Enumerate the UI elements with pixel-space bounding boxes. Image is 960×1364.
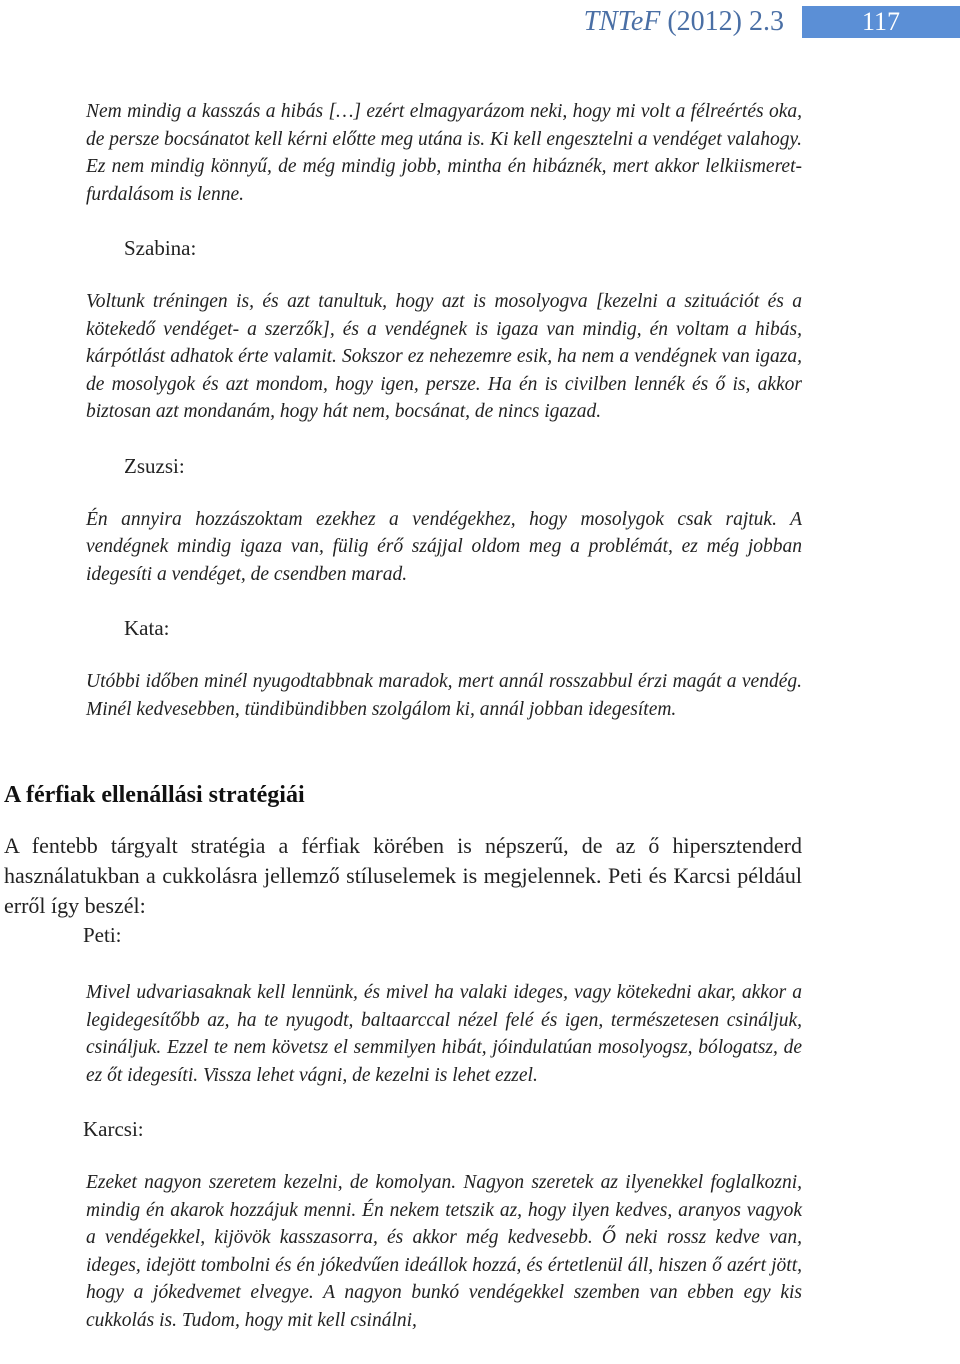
interview-quote: Nem mindig a kasszás a hibás […] ezért elmagyarázom neki, hogy mi volt a félreértés oka, de persze bocsánatot kell kérni előtte meg utána is. Ki kell engesztelni a vendéget valahogy. Ez nem mindig könnyű, de még mindig jobb, mintha én hibáznék, mert akkor lelkiismeret-furdalásom is lenne. [86, 101, 802, 205]
speaker-label-kata: Kata: [124, 616, 170, 640]
page-content [0, 98, 960, 1334]
interview-quote-peti: Mivel udvariasaknak kell lennünk, és mivel ha valaki ideges, vagy kötekedni akar, akkor a legidegesítőbb az, ha te nyugodt, baltaarccal nézel felé és igen, természetesen csináljuk, csináljuk. Ezzel te nem követsz el semmilyen hibát, jóindulatúan mosolyogsz, bólogatsz, de ez őt idegesíti. Vissza lehet vágni, de kezelni is lehet ezzel. [86, 982, 802, 1086]
speaker-label-peti: Peti: [83, 923, 122, 947]
speaker-label-karcsi: Karcsi: [83, 1117, 144, 1141]
speaker-label-szabina: Szabina: [124, 236, 197, 260]
journal-issue: (2012) 2.3 [660, 6, 784, 37]
journal-citation [584, 4, 784, 40]
interview-quote-kata: Utóbbi időben minél nyugodtabbnak maradok, mert annál rosszabbul érzi magát a vendég. Minél kedvesebben, tündibündibben szolgálom ki, annál jobban idegesítem. [86, 671, 802, 720]
interview-quote-zsuzsi: Én annyira hozzászoktam ezekhez a vendégekhez, hogy mosolygok csak rajtuk. A vendégnek mindig igaza van, fülig érő szájjal oldom meg a problémát, ez még jobban idegesíti a vendéget, de csendben marad. [86, 508, 802, 585]
journal-name: TNTeF [583, 6, 661, 37]
interview-quote-karcsi: Ezeket nagyon szeretem kezelni, de komolyan. Nagyon szeretek az ilyenekkel foglalkozni, mindig én akarok hozzájuk menni. Én nekem tetszik az, hogy ilyen kedves, aranyos vagyok a vendégekkel, kijövök kasszasorra, és akkor még kedvesebb. Ő neki rossz kedve van, ideges, idejött tombolni és én jókedvűen ideállok hozzá, és értetlenül áll, hiszen ő azért jött, hogy a jókedvemet elvegye. A nagyon bunkó vendégekkel szemben van ebben egy kis cukkolás is. Tudom, hogy mit kell csinálni, [86, 1172, 802, 1331]
speaker-label-zsuzsi: Zsuzsi: [124, 453, 185, 478]
page-number: 117 [802, 6, 960, 38]
body-paragraph: A fentebb tárgyalt stratégia a férfiak körében is népszerű, de az ő hipersztenderd használatukban a cukkolásra jellemző stíluselemek is megjelennek. Peti és Karcsi például erről így beszél: [4, 833, 802, 918]
page-header [0, 0, 960, 44]
section-heading: A férfiak ellenállási stratégiái [4, 782, 305, 808]
interview-quote-szabina: Voltunk tréningen is, és azt tanultuk, hogy azt is mosolyogva [kezelni a szituációt és a kötekedő vendéget- a szerzők], és a vendégnek is igaza van mindig, én voltam a hibás, kárpótlást adhatok érte valamit. Sokszor ez nehezemre esik, ha nem a vendégnek van igaza, de mosolygok és azt mondom, hogy igen, persze. Ha én is civilben lennék és ő is, akkor biztosan azt mondanám, hogy hát nem, bocsánat, de nincs igazad. [86, 291, 802, 422]
